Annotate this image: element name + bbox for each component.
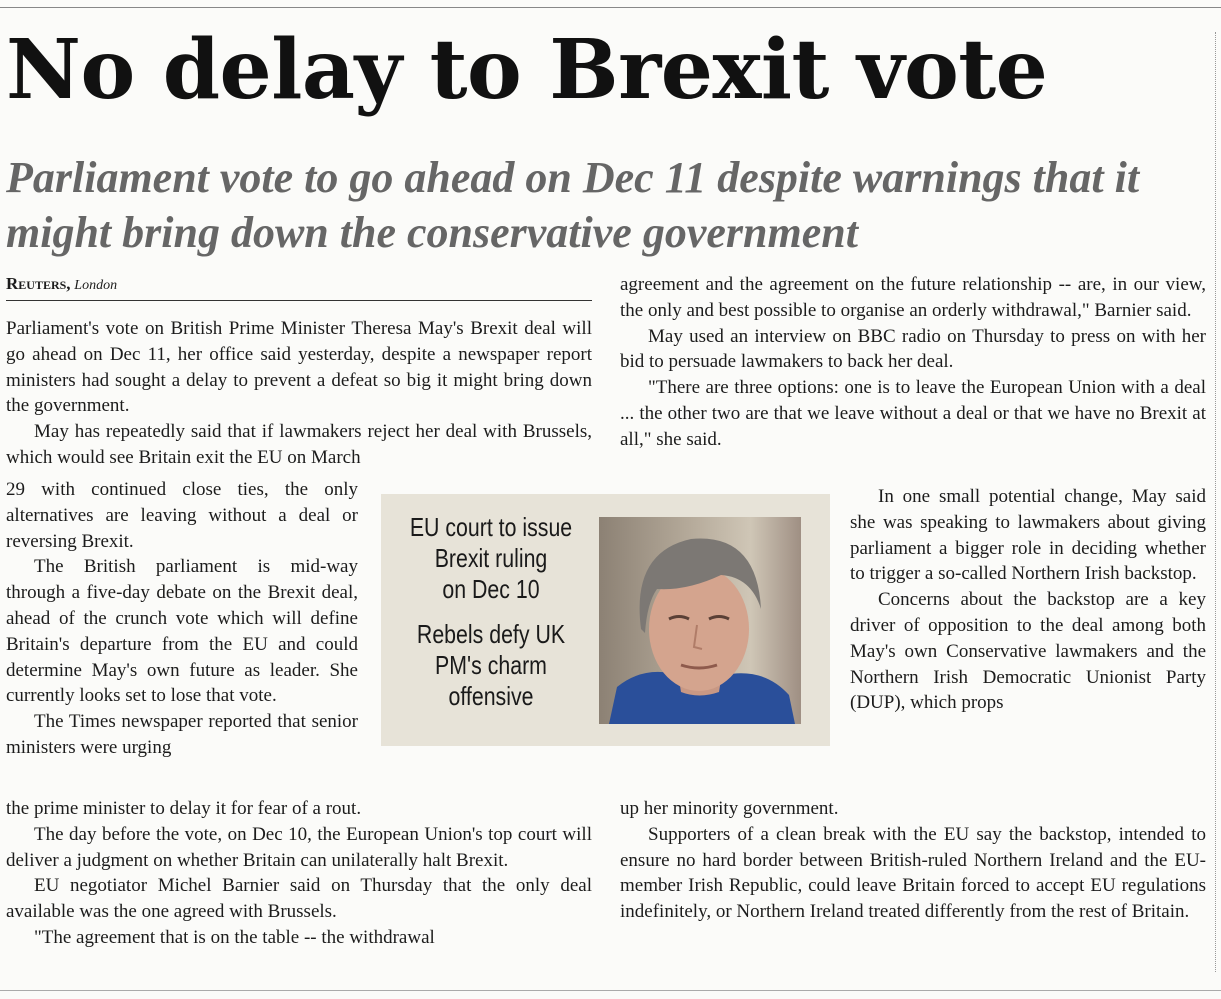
paragraph: 29 with continued close ties, the only alternatives are leaving without a deal or reversing Brexit. xyxy=(6,479,358,552)
sidebar-line: Brexit ruling xyxy=(434,543,548,573)
column-edge-rule xyxy=(1215,32,1217,972)
sidebar-line: offensive xyxy=(448,681,534,711)
column1-top xyxy=(6,316,592,471)
paragraph: Supporters of a clean break with the EU say the backstop, intended to ensure no hard border between British-ruled Northern Ireland and the EU-member Irish Republic, could leave Britain forced to accept EU regulations indefinitely, or Northern Ireland treated differently from the rest of Britain. xyxy=(620,823,1206,923)
column2-wrap xyxy=(850,484,1206,716)
portrait-photo xyxy=(599,517,801,724)
sidebar-line: PM's charm xyxy=(435,650,547,680)
paragraph: May used an interview on BBC radio on Thursday to press on with her bid to persuade lawmakers to back her deal. xyxy=(620,325,1206,373)
paragraph: The day before the vote, on Dec 10, the European Union's top court will deliver a judgment on whether Britain can unilaterally halt Brexit. xyxy=(6,823,592,871)
paragraph: Concerns about the backstop are a key driver of opposition to the deal among both May's own Conservative lawmakers and the Northern Irish Democratic Unionist Party (DUP), which props xyxy=(850,589,1206,714)
paragraph: agreement and the agreement on the future relationship -- are, in our view, the only and best possible to organise an orderly withdrawal," Barnier said. xyxy=(620,274,1206,321)
byline-location: London xyxy=(74,278,118,293)
column1-wrap xyxy=(6,477,358,761)
byline xyxy=(6,272,117,298)
column1-bottom xyxy=(6,796,592,951)
paragraph: EU negotiator Michel Barnier said on Thursday that the only deal available was the one agreed with Brussels. xyxy=(6,875,592,923)
column2-top xyxy=(620,272,1206,453)
paragraph: In one small potential change, May said she was speaking to lawmakers about giving parliament a bigger role in deciding whether to trigger a so-called Northern Irish backstop. xyxy=(850,486,1206,585)
byline-rule xyxy=(6,300,592,301)
sidebar-line: Rebels defy UK xyxy=(416,619,566,649)
column2-bottom xyxy=(620,796,1206,925)
headline: No delay to Brexit vote xyxy=(6,22,1048,118)
paragraph: the prime minister to delay it for fear of a rout. xyxy=(6,798,362,819)
paragraph: "The agreement that is on the table -- the withdrawal xyxy=(34,926,435,948)
byline-agency: Reuters, xyxy=(6,274,71,293)
paragraph: The British parliament is mid-way through a five-day debate on the Brexit deal, ahead of the crunch vote which will define Britain's departure from the EU and could determine May's own future as leader. She currently looks set to lose that vote. xyxy=(6,556,358,707)
paragraph: "There are three options: one is to leave the European Union with a deal ... the other two are that we leave without a deal or that we have no Brexit at all," she said. xyxy=(620,377,1206,450)
paragraph: The Times newspaper reported that senior ministers were urging xyxy=(6,711,358,758)
subheadline: Parliament vote to go ahead on Dec 11 despite warnings that it might bring down the conservative government xyxy=(6,153,1140,257)
paragraph: May has repeatedly said that if lawmakers reject her deal with Brussels, which would see Britain exit the EU on March xyxy=(6,421,592,468)
sidebar-line: EU court to issue xyxy=(409,512,573,542)
bottom-rule xyxy=(0,990,1221,991)
paragraph: up her minority government. xyxy=(620,798,839,819)
top-rule xyxy=(0,7,1221,8)
sidebar-headlines xyxy=(391,512,591,712)
portrait-illustration xyxy=(599,517,801,724)
paragraph: Parliament's vote on British Prime Minister Theresa May's Brexit deal will go ahead on Dec 11, her office said yesterday, despite a newspaper report ministers had sought a delay to prevent a defeat so big it might bring down the government. xyxy=(6,318,592,417)
sidebar-line: on Dec 10 xyxy=(442,574,540,604)
